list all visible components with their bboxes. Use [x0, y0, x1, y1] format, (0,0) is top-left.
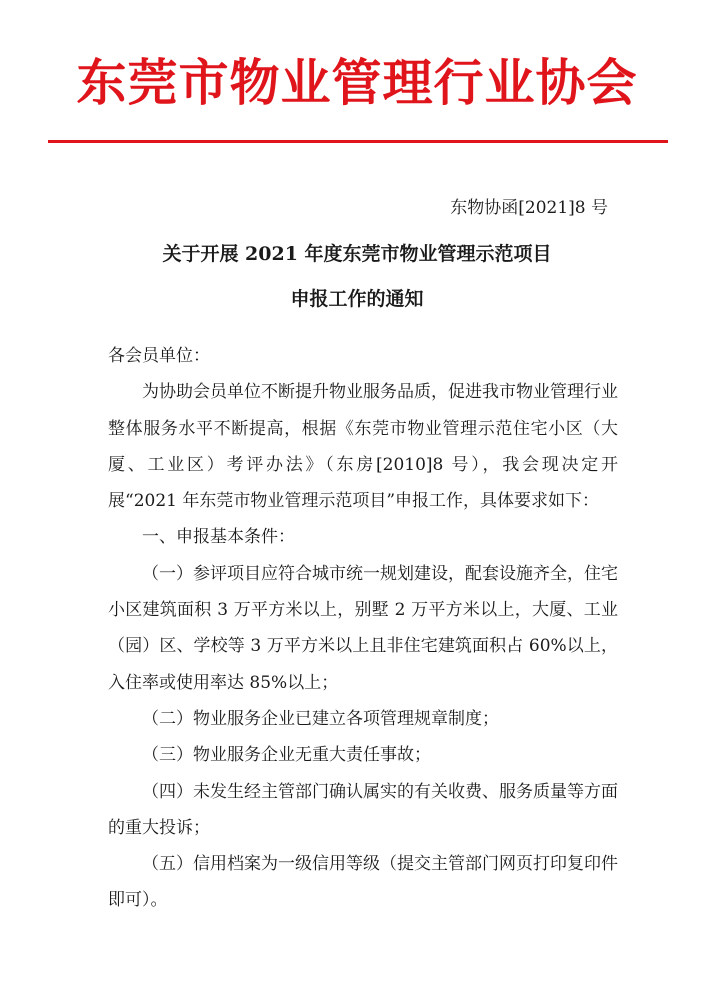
document-body: [108, 338, 618, 919]
document-title-line-2: 申报工作的通知: [290, 288, 424, 310]
document-title-line-1: 关于开展 2021 年度东莞市物业管理示范项目: [162, 243, 552, 265]
condition-item-2: （二）物业服务企业已建立各项管理规章制度；: [142, 708, 499, 729]
condition-item-4: （四）未发生经主管部门确认属实的有关收费、服务质量等方面的重大投诉；: [108, 781, 618, 838]
condition-item-5: （五）信用档案为一级信用等级（提交主管部门网页打印复印件即可）。: [108, 854, 618, 911]
condition-item-1: （一）参评项目应符合城市统一规划建设，配套设施齐全，住宅小区建筑面积 3 万平方米以上，别墅 2 万平方米以上，大厦、工业（园）区、学校等 3 万平方米以上且非住宅建筑面积占 60%以上，入住率或使用率达 85%以上；: [108, 563, 618, 693]
document-number: 东物协函[2021]8 号: [450, 198, 608, 218]
letterhead-red-rule: [48, 140, 668, 143]
salutation: 各会员单位：: [108, 346, 210, 366]
intro-paragraph: 为协助会员单位不断提升物业服务品质，促进我市物业管理行业整体服务水平不断提高，根据《东莞市物业管理示范住宅小区（大厦、工业区）考评办法》（东房[2010]8 号），我会现决定开展“2021 年东莞市物业管理示范项目”申报工作，具体要求如下：: [108, 382, 618, 512]
condition-item-3: （三）物业服务企业无重大责任事故；: [142, 745, 431, 766]
letterhead-org-name: 东莞市物业管理行业协会: [76, 53, 638, 112]
section-heading-basic-conditions: 一、申报基本条件：: [142, 527, 295, 548]
